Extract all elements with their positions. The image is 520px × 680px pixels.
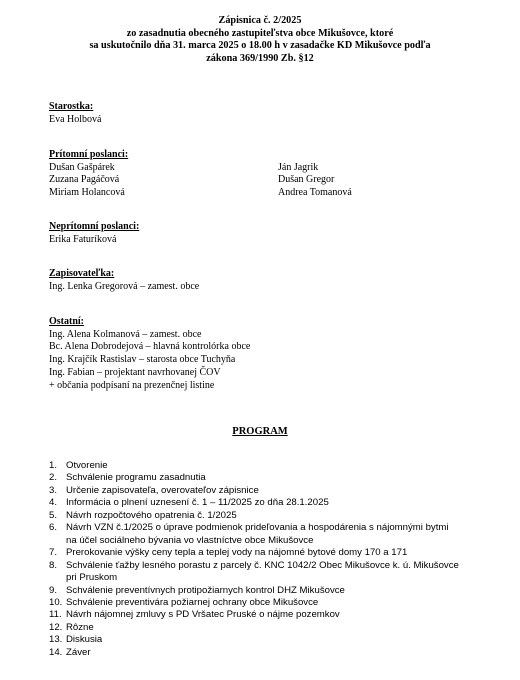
program-item <box>49 460 499 472</box>
starostka-name: Eva Holbová <box>49 113 102 125</box>
program-item <box>49 472 499 484</box>
program-item-number: 11. <box>49 609 62 621</box>
program-item-number: 1. <box>49 460 58 471</box>
header-line-2: zo zasadnutia obecného zastupiteľstva obce Mikušovce, ktoré <box>126 27 394 39</box>
poslanec-name: Dušan Gašpárek <box>49 161 115 173</box>
program-item <box>49 510 499 522</box>
program-item-continuation: na účel sociálneho bývania vo vlastníctve obce Mikušovce <box>66 534 314 546</box>
ostatni-line: Ing. Fabian – projektant navrhovanej ČOV <box>49 366 221 378</box>
program-item-continuation: pri Pruskom <box>66 572 118 584</box>
program-item-text: Záver <box>66 646 91 658</box>
program-item <box>49 585 499 597</box>
program-item-number: 4. <box>49 497 58 509</box>
program-item <box>49 547 499 559</box>
program-item-text: Prerokovanie výšky ceny tepla a teplej vody na nájomné bytové domy 170 a 171 <box>66 547 408 559</box>
program-item-text: Diskusia <box>66 634 103 646</box>
poslanec-name: Andrea Tomanová <box>278 187 352 199</box>
ostatni-line: + občania podpísaní na prezenčnej listine <box>49 379 215 391</box>
zapisovatelka-heading: Zapisovateľka: <box>49 268 115 279</box>
starostka-heading: Starostka: <box>49 101 94 112</box>
program-item-number: 3. <box>49 484 58 496</box>
section-ostatni <box>49 316 489 392</box>
ostatni-line: Ing. Krajčík Rastislav – starosta obce Tuchyňa <box>49 354 236 366</box>
program-item-number: 8. <box>49 559 58 571</box>
program-item-number: 14. <box>49 646 63 658</box>
program-item <box>49 647 499 659</box>
program-item <box>49 497 499 509</box>
program-item-number: 6. <box>49 522 58 534</box>
poslanec-name: Zuzana Pagáčová <box>49 174 120 186</box>
program-item-text: Schválenie preventivára požiarnej ochrany obce Mikušovce <box>66 596 319 608</box>
program-item-number: 9. <box>49 584 58 596</box>
program-item-text: Rôzne <box>66 621 94 633</box>
program-item-number: 2. <box>49 472 58 484</box>
program-item-text: Informácia o plnení uznesení č. 1 – 11/2025 zo dňa 28.1.2025 <box>66 497 329 509</box>
program-item-text: Návrh rozpočtového opatrenia č. 1/2025 <box>66 509 237 521</box>
program-title: PROGRAM <box>232 426 288 437</box>
program-item-text: Návrh nájomnej zmluvy s PD Vršatec Pruské o nájme pozemkov <box>66 609 340 621</box>
program-item-text: Určenie zapisovateľa, overovateľov zápisnice <box>66 484 259 496</box>
program-item <box>49 522 499 534</box>
ostatni-heading: Ostatní: <box>49 316 84 327</box>
section-zapisovatelka <box>49 268 489 293</box>
program-item-text: Návrh VZN č.1/2025 o úprave podmienok prideľovania a hospodárenia s nájomnými bytmi <box>66 522 449 534</box>
program-item <box>49 609 499 621</box>
program-list <box>49 460 499 659</box>
program-item <box>49 560 499 572</box>
section-starostka <box>49 101 489 126</box>
header-line-4: zákona 369/1990 Zb. §12 <box>206 52 314 64</box>
header-line-3: sa uskutočnilo dňa 31. marca 2025 o 18.00 h v zasadačke KD Mikušovce podľa <box>89 40 431 51</box>
zapisovatelka-name: Ing. Lenka Gregorová – zamest. obce <box>49 280 200 292</box>
document-header <box>0 15 520 65</box>
program-item-number: 13. <box>49 634 63 646</box>
program-item <box>49 485 499 497</box>
ostatni-line: Ing. Alena Kolmanová – zamest. obce <box>49 328 202 340</box>
header-title: Zápisnica č. 2/2025 <box>218 15 302 26</box>
section-pritomni-poslanci <box>49 149 489 200</box>
nepritomni-heading: Neprítomní poslanci: <box>49 221 140 232</box>
poslanec-name: Dušan Gregor <box>278 174 335 186</box>
program-item-number: 12. <box>49 621 63 633</box>
program-item-text: Schválenie programu zasadnutia <box>66 472 206 484</box>
program-item <box>49 634 499 646</box>
program-item <box>49 597 499 609</box>
ostatni-line: Bc. Alena Dobrodejová – hlavná kontrolórka obce <box>49 341 251 353</box>
program-item-number: 7. <box>49 547 58 559</box>
pritomni-heading: Prítomní poslanci: <box>49 149 129 160</box>
program-item-text: Schválenie ťažby lesného porastu z parcely č. KNC 1042/2 Obec Mikušovce k. ú. Mikušovce <box>66 559 459 571</box>
program-item-number: 10. <box>49 596 63 608</box>
program-item-number: 5. <box>49 509 58 521</box>
poslanec-name: Ján Jagrik <box>278 161 319 173</box>
program-item-text: Schválenie preventívnych protipožiarnych kontrol DHZ Mikušovce <box>66 584 345 596</box>
program-item-text: Otvorenie <box>66 460 108 471</box>
nepritomni-name: Erika Faturíková <box>49 233 117 245</box>
program-item <box>49 622 499 634</box>
section-nepritomni-poslanci <box>49 221 489 246</box>
poslanec-name: Miriam Holancová <box>49 187 125 199</box>
